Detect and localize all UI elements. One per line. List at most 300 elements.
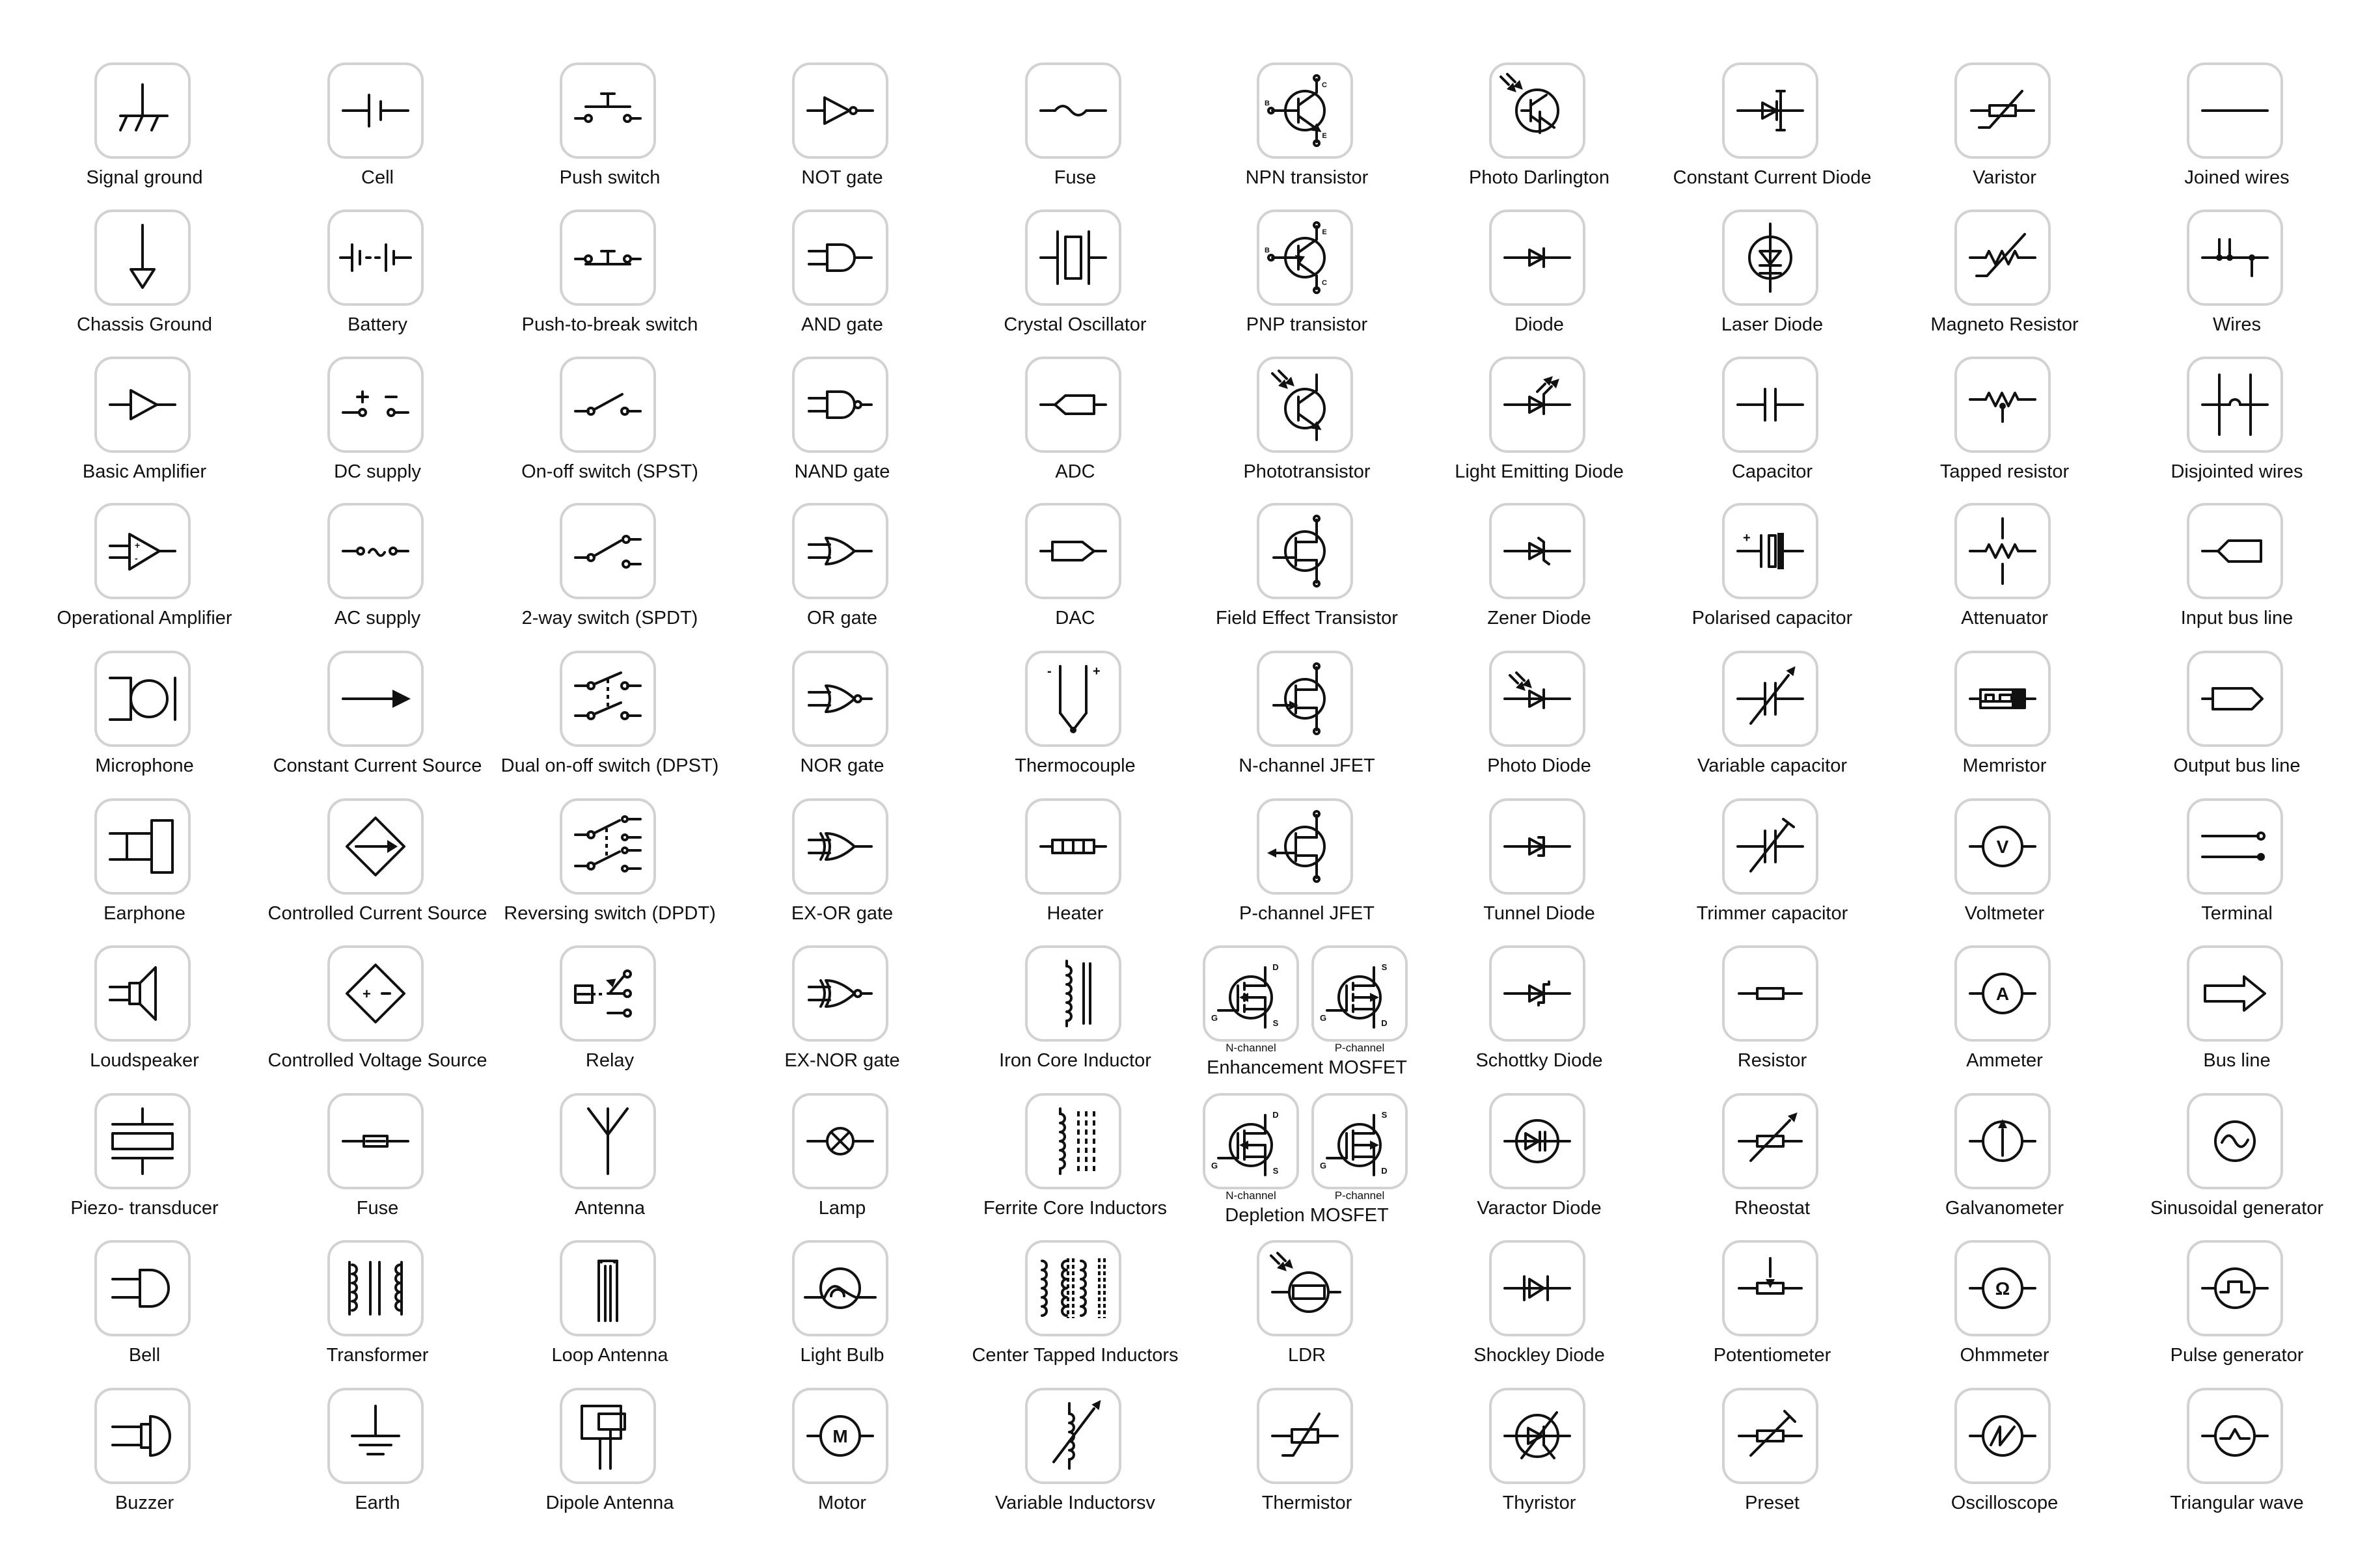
symbol-label: Basic Amplifier <box>82 461 207 482</box>
symbol-cell <box>1196 62 1417 207</box>
symbol-label: Preset <box>1745 1493 1800 1513</box>
symbol-cell <box>1662 503 1883 647</box>
symbol-cell <box>267 1240 488 1385</box>
symbol-label: Pulse generator <box>2170 1345 2304 1366</box>
symbol-label: Loop Antenna <box>551 1345 668 1366</box>
battery-icon <box>327 210 424 306</box>
symbol-label: Piezo- transducer <box>70 1198 219 1219</box>
laser-diode-icon <box>1722 210 1818 306</box>
symbol-label: NPN transistor <box>1245 167 1369 188</box>
symbol-label: Signal ground <box>86 167 203 188</box>
symbol-cell <box>34 1240 255 1385</box>
symbol-cell <box>965 1388 1186 1532</box>
symbol-label: Crystal Oscillator <box>1004 314 1147 335</box>
symbol-label: N-channel JFET <box>1239 755 1375 776</box>
svg-text:G: G <box>1319 1161 1327 1170</box>
symbol-label: Input bus line <box>2180 608 2294 629</box>
symbol-label: EX-NOR gate <box>784 1050 900 1071</box>
zener-diode-icon <box>1489 503 1585 599</box>
symbol-cell <box>267 651 488 795</box>
svg-text:E: E <box>1322 132 1327 140</box>
svg-text:+: + <box>363 986 371 1002</box>
symbol-label: Bus line <box>2203 1050 2271 1071</box>
symbol-label: Tapped resistor <box>1939 461 2070 482</box>
ohmmeter-icon <box>1954 1240 2051 1336</box>
symbol-label: Shockley Diode <box>1473 1345 1605 1366</box>
symbol-label: Potentiometer <box>1713 1345 1831 1366</box>
symbol-cell <box>732 1388 953 1532</box>
symbol-label: Memristor <box>1962 755 2047 776</box>
sinusoidal-generator-icon <box>2187 1093 2283 1189</box>
svg-text:C: C <box>1322 81 1327 89</box>
symbol-label: Zener Diode <box>1487 608 1591 629</box>
symbol-cell <box>1429 798 1650 943</box>
symbol-label: Battery <box>348 314 407 335</box>
symbol-cell <box>34 503 255 647</box>
svg-text:D: D <box>1381 1018 1388 1028</box>
antenna-icon <box>560 1093 656 1189</box>
piezo-transducer-icon <box>94 1093 191 1189</box>
svg-text:S: S <box>1272 1018 1279 1028</box>
signal-ground-icon <box>94 62 191 159</box>
symbol-cell <box>732 210 953 354</box>
symbol-cell <box>1894 62 2115 207</box>
symbol-label: Joined wires <box>2184 167 2290 188</box>
symbol-label: Transformer <box>326 1345 429 1366</box>
symbol-cell <box>34 357 255 501</box>
symbol-cell <box>1429 1388 1650 1532</box>
svg-text:A: A <box>1995 984 2010 1004</box>
symbol-label: Resistor <box>1737 1050 1807 1071</box>
p-channel-label: P-channel <box>1334 1042 1385 1054</box>
nor-gate-icon <box>792 651 888 747</box>
symbol-label: Microphone <box>95 755 194 776</box>
p-channel-depletion-mosfet-icon <box>1311 1093 1408 1189</box>
constant-current-diode-icon <box>1722 62 1818 159</box>
svg-text:D: D <box>1381 1166 1388 1176</box>
fet-icon <box>1257 503 1353 599</box>
symbol-cell <box>2126 62 2348 207</box>
galvanometer-icon <box>1954 1093 2051 1189</box>
dipole-antenna-icon <box>560 1388 656 1484</box>
symbol-label: Sinusoidal generator <box>2150 1198 2323 1219</box>
symbol-label: EX-OR gate <box>791 903 894 924</box>
symbol-label: Antenna <box>574 1198 646 1219</box>
push-switch-icon <box>560 62 656 159</box>
microphone-icon <box>94 651 191 747</box>
symbol-cell <box>2126 1240 2348 1385</box>
symbol-cell <box>1662 62 1883 207</box>
dac-icon <box>1025 503 1121 599</box>
symbol-label: Bell <box>128 1345 161 1366</box>
symbol-label: Phototransistor <box>1243 461 1371 482</box>
svg-text:S: S <box>1381 962 1388 972</box>
n-channel-label: N-channel <box>1226 1042 1276 1054</box>
symbol-label: Earth <box>355 1493 400 1513</box>
spdt-switch-icon <box>560 503 656 599</box>
led-icon <box>1489 357 1585 453</box>
svg-text:G: G <box>1211 1013 1218 1023</box>
symbol-label: Heater <box>1047 903 1104 924</box>
symbol-cell <box>2126 357 2348 501</box>
symbol-cell <box>34 62 255 207</box>
svg-text:+: + <box>135 540 141 550</box>
symbol-cell <box>1894 357 2115 501</box>
symbol-label: AC supply <box>334 608 421 629</box>
dpst-switch-icon <box>560 651 656 747</box>
symbol-cell <box>1429 651 1650 795</box>
symbol-label: Terminal <box>2201 903 2273 924</box>
symbol-cell <box>1196 651 1417 795</box>
resistor-icon <box>1722 945 1818 1042</box>
symbol-label: Reversing switch (DPDT) <box>504 903 716 924</box>
symbol-cell <box>34 798 255 943</box>
operational-amplifier-icon <box>94 503 191 599</box>
symbol-cell <box>1662 651 1883 795</box>
symbol-label: On-off switch (SPST) <box>521 461 698 482</box>
symbol-label: NOT gate <box>801 167 883 188</box>
symbol-cell <box>34 1093 255 1237</box>
symbol-label: DC supply <box>334 461 421 482</box>
symbol-cell <box>965 62 1186 207</box>
symbol-cell <box>732 651 953 795</box>
push-to-break-switch-icon <box>560 210 656 306</box>
svg-text:Ω: Ω <box>1995 1278 2010 1299</box>
symbol-label: Ferrite Core Inductors <box>983 1198 1168 1219</box>
nand-gate-icon <box>792 357 888 453</box>
symbol-label: Light Emitting Diode <box>1455 461 1624 482</box>
symbol-cell <box>1196 1240 1417 1385</box>
symbol-cell <box>732 945 953 1090</box>
symbol-cell <box>1662 357 1883 501</box>
symbol-cell <box>499 357 720 501</box>
ldr-icon <box>1257 1240 1353 1336</box>
symbol-label: Galvanometer <box>1945 1198 2064 1219</box>
constant-current-source-icon <box>327 651 424 747</box>
center-tapped-inductor-icon <box>1025 1240 1121 1336</box>
dc-supply-icon <box>327 357 424 453</box>
tunnel-diode-icon <box>1489 798 1585 895</box>
symbol-cell <box>732 503 953 647</box>
magneto-resistor-icon <box>1954 210 2051 306</box>
n-channel-enhancement-mosfet-icon <box>1203 945 1299 1042</box>
symbol-label: OR gate <box>807 608 877 629</box>
symbol-label: 2-way switch (SPDT) <box>521 608 698 629</box>
symbol-cell <box>1429 357 1650 501</box>
symbol-label: Cell <box>361 167 394 188</box>
symbol-label: Ohmmeter <box>1960 1345 2049 1366</box>
symbol-cell <box>1429 1093 1650 1237</box>
symbol-cell <box>1894 651 2115 795</box>
symbol-cell <box>1429 210 1650 354</box>
symbol-label: Center Tapped Inductors <box>972 1345 1179 1366</box>
shockley-diode-icon <box>1489 1240 1585 1336</box>
not-gate-icon <box>792 62 888 159</box>
symbol-cell <box>1662 210 1883 354</box>
symbol-label: Thermocouple <box>1015 755 1136 776</box>
symbol-cell <box>499 1240 720 1385</box>
symbol-cell <box>1429 62 1650 207</box>
symbol-cell <box>267 503 488 647</box>
symbol-cell <box>2126 651 2348 795</box>
n-channel-label: N-channel <box>1226 1189 1276 1202</box>
symbol-cell <box>2126 798 2348 943</box>
motor-icon <box>792 1388 888 1484</box>
svg-text:+: + <box>1093 664 1101 679</box>
symbol-label: Dual on-off switch (DPST) <box>500 755 719 776</box>
symbol-label: Field Effect Transistor <box>1216 608 1398 629</box>
symbol-cell <box>267 945 488 1090</box>
cell-icon <box>327 62 424 159</box>
symbol-cell <box>965 503 1186 647</box>
controlled-voltage-source-icon <box>327 945 424 1042</box>
symbol-cell <box>499 1093 720 1237</box>
svg-text:+: + <box>1743 531 1751 545</box>
thermistor-icon <box>1257 1388 1353 1484</box>
symbol-label: PNP transistor <box>1246 314 1368 335</box>
symbol-cell <box>2126 1388 2348 1532</box>
ammeter-icon <box>1954 945 2051 1042</box>
svg-text:D: D <box>1272 1110 1279 1120</box>
tapped-resistor-icon <box>1954 357 2051 453</box>
symbol-label: Photo Darlington <box>1468 167 1610 188</box>
symbol-label: Capacitor <box>1731 461 1813 482</box>
symbol-label: DAC <box>1055 608 1095 629</box>
spst-switch-icon <box>560 357 656 453</box>
symbol-label: Iron Core Inductor <box>999 1050 1151 1071</box>
symbol-cell <box>1196 210 1417 354</box>
thermocouple-icon <box>1025 651 1121 747</box>
n-channel-jfet-icon <box>1257 651 1353 747</box>
lamp-icon <box>792 1093 888 1189</box>
symbol-label: Constant Current Source <box>273 755 482 776</box>
symbol-label: Magneto Resistor <box>1930 314 2079 335</box>
symbol-label: Trimmer capacitor <box>1696 903 1848 924</box>
symbol-cell <box>1196 798 1417 943</box>
symbol-label: Controlled Current Source <box>267 903 487 924</box>
photo-diode-icon <box>1489 651 1585 747</box>
symbol-label: Push switch <box>559 167 661 188</box>
symbol-cell <box>499 651 720 795</box>
symbol-cell <box>965 945 1186 1090</box>
symbol-cell <box>732 1093 953 1237</box>
svg-text:-: - <box>1047 664 1052 679</box>
xnor-gate-icon <box>792 945 888 1042</box>
polarised-capacitor-icon <box>1722 503 1818 599</box>
ferrite-core-inductor-icon <box>1025 1093 1121 1189</box>
symbol-cell <box>965 651 1186 795</box>
symbol-label: Schottky Diode <box>1475 1050 1603 1071</box>
symbol-cell <box>267 62 488 207</box>
svg-text:-: - <box>135 553 138 563</box>
earth-icon <box>327 1388 424 1484</box>
chassis-ground-icon <box>94 210 191 306</box>
symbol-label: Varistor <box>1973 167 2036 188</box>
symbol-label: Laser Diode <box>1721 314 1824 335</box>
photo-darlington-icon <box>1489 62 1585 159</box>
symbol-cell <box>2126 210 2348 354</box>
xor-gate-icon <box>792 798 888 895</box>
trimmer-capacitor-icon <box>1722 798 1818 895</box>
wires-icon <box>2187 210 2283 306</box>
symbol-cell <box>1662 1388 1883 1532</box>
triangular-wave-icon <box>2187 1388 2283 1484</box>
light-bulb-icon <box>792 1240 888 1336</box>
symbol-cell <box>267 1388 488 1532</box>
symbol-label: Attenuator <box>1961 608 2048 629</box>
symbol-cell <box>499 1388 720 1532</box>
oscilloscope-icon <box>1954 1388 2051 1484</box>
attenuator-icon <box>1954 503 2051 599</box>
symbol-cell <box>34 651 255 795</box>
symbol-cell <box>965 210 1186 354</box>
controlled-current-source-icon <box>327 798 424 895</box>
symbol-cell <box>499 62 720 207</box>
bell-icon <box>94 1240 191 1336</box>
symbol-cell <box>1429 503 1650 647</box>
symbol-label: Triangular wave <box>2170 1493 2304 1513</box>
svg-text:G: G <box>1211 1161 1218 1170</box>
symbol-label: AND gate <box>801 314 883 335</box>
symbol-label: Light Bulb <box>800 1345 884 1366</box>
symbol-cell <box>1196 1388 1417 1532</box>
symbol-label: Motor <box>817 1493 867 1513</box>
symbol-label: Operational Amplifier <box>57 608 232 629</box>
fuse-icon <box>1025 62 1121 159</box>
symbol-cell <box>2126 1093 2348 1237</box>
varistor-icon <box>1954 62 2051 159</box>
symbol-cell <box>34 1388 255 1532</box>
svg-text:E: E <box>1322 228 1327 236</box>
symbol-cell <box>34 945 255 1090</box>
capacitor-icon <box>1722 357 1818 453</box>
or-gate-icon <box>792 503 888 599</box>
symbol-cell <box>965 1240 1186 1385</box>
symbol-label: Relay <box>585 1050 635 1071</box>
symbol-cell <box>965 357 1186 501</box>
svg-text:G: G <box>1319 1013 1327 1023</box>
symbol-label: Push-to-break switch <box>521 314 698 335</box>
symbol-label: NOR gate <box>800 755 884 776</box>
symbol-cell <box>267 798 488 943</box>
symbol-cell <box>965 798 1186 943</box>
symbol-label: Variable Inductorsv <box>994 1493 1156 1513</box>
terminal-icon <box>2187 798 2283 895</box>
disjointed-wires-icon <box>2187 357 2283 453</box>
buzzer-icon <box>94 1388 191 1484</box>
iron-core-inductor-icon <box>1025 945 1121 1042</box>
symbol-label: Ammeter <box>1966 1050 2043 1071</box>
symbol-label: Varactor Diode <box>1477 1198 1602 1219</box>
symbol-label: Output bus line <box>2173 755 2301 776</box>
potentiometer-icon <box>1722 1240 1818 1336</box>
bus-line-icon <box>2187 945 2283 1042</box>
symbol-label: Rheostat <box>1734 1198 1811 1219</box>
symbol-label: Voltmeter <box>1964 903 2045 924</box>
svg-text:D: D <box>1272 962 1279 972</box>
svg-text:S: S <box>1381 1110 1388 1120</box>
symbol-label: Lamp <box>818 1198 866 1219</box>
symbol-cell <box>499 210 720 354</box>
fuse-icon <box>327 1093 424 1189</box>
symbol-label: Controlled Voltage Source <box>267 1050 487 1071</box>
symbol-cell <box>1894 1240 2115 1385</box>
diode-icon <box>1489 210 1585 306</box>
adc-icon <box>1025 357 1121 453</box>
symbol-cell <box>2126 503 2348 647</box>
symbol-label: Fuse <box>356 1198 399 1219</box>
symbol-cell <box>1196 357 1417 501</box>
symbol-cell <box>1894 1093 2115 1237</box>
symbol-label: Buzzer <box>115 1493 174 1513</box>
symbol-label: Fuse <box>1054 167 1097 188</box>
symbol-cell <box>1894 945 2115 1090</box>
voltmeter-icon <box>1954 798 2051 895</box>
ac-supply-icon <box>327 503 424 599</box>
crystal-oscillator-icon <box>1025 210 1121 306</box>
svg-text:B: B <box>1265 100 1270 107</box>
earphone-icon <box>94 798 191 895</box>
and-gate-icon <box>792 210 888 306</box>
symbol-label: Dipole Antenna <box>545 1493 674 1513</box>
symbol-cell <box>732 798 953 943</box>
preset-icon <box>1722 1388 1818 1484</box>
variable-inductor-icon <box>1025 1388 1121 1484</box>
symbol-cell <box>1894 210 2115 354</box>
basic-amplifier-icon <box>94 357 191 453</box>
symbol-cell <box>2126 945 2348 1090</box>
symbol-cell <box>499 503 720 647</box>
symbol-label: Constant Current Diode <box>1673 167 1872 188</box>
relay-icon <box>560 945 656 1042</box>
symbol-cell <box>732 357 953 501</box>
phototransistor-icon <box>1257 357 1353 453</box>
rheostat-icon <box>1722 1093 1818 1189</box>
loudspeaker-icon <box>94 945 191 1042</box>
svg-text:S: S <box>1272 1166 1279 1176</box>
symbol-cell <box>1662 1093 1883 1237</box>
loop-antenna-icon <box>560 1240 656 1336</box>
p-channel-enhancement-mosfet-icon <box>1311 945 1408 1042</box>
symbol-cell <box>1429 1240 1650 1385</box>
p-channel-label: P-channel <box>1334 1189 1385 1202</box>
symbol-cell <box>732 1240 953 1385</box>
schottky-diode-icon <box>1489 945 1585 1042</box>
thyristor-icon <box>1489 1388 1585 1484</box>
memristor-icon <box>1954 651 2051 747</box>
symbol-cell <box>1894 503 2115 647</box>
symbol-cell <box>732 62 953 207</box>
heater-icon <box>1025 798 1121 895</box>
symbol-cell <box>34 210 255 354</box>
svg-text:M: M <box>832 1426 848 1446</box>
varactor-diode-icon <box>1489 1093 1585 1189</box>
pnp-transistor-icon <box>1257 210 1353 306</box>
transformer-icon <box>327 1240 424 1336</box>
symbol-cell <box>499 945 720 1090</box>
symbol-label: Chassis Ground <box>77 314 212 335</box>
symbol-label: NAND gate <box>794 461 890 482</box>
pulse-generator-icon <box>2187 1240 2283 1336</box>
dpdt-switch-icon <box>560 798 656 895</box>
symbol-cell <box>1894 1388 2115 1532</box>
symbol-label: Oscilloscope <box>1951 1493 2059 1513</box>
n-channel-depletion-mosfet-icon <box>1203 1093 1299 1189</box>
symbol-cell <box>499 798 720 943</box>
symbol-label: Disjointed wires <box>2170 461 2303 482</box>
symbol-label: Tunnel Diode <box>1483 903 1595 924</box>
symbol-cell <box>1662 945 1883 1090</box>
